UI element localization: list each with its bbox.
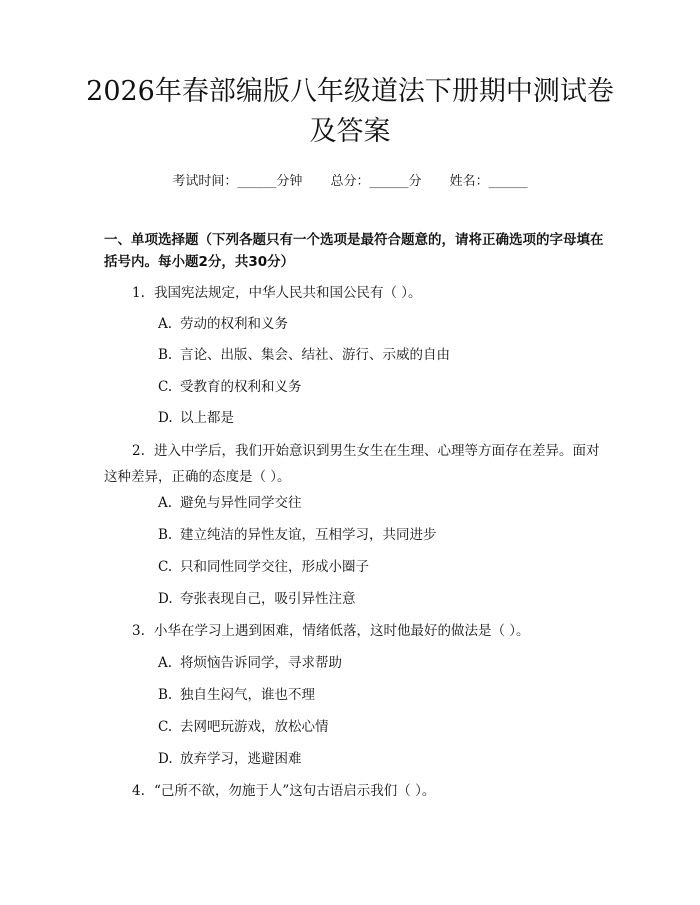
exam-meta [0,170,700,189]
document-title [0,72,700,152]
option-1c: C. 受教育的权利和义务 [158,379,302,395]
option-2a: A. 避免与异性同学交往 [158,495,302,511]
question-text: “己所不欲，勿施于人”这句古语启示我们（ ）。 [154,783,436,799]
question-number: 2. [132,443,145,459]
title-line-1: 2026年春部编版八年级道法下册期中测试卷 [86,76,614,107]
question-number: 3. [132,623,145,639]
question-1 [104,280,604,306]
option-2c: C. 只和同性同学交往，形成小圈子 [158,559,369,575]
question-4 [104,778,604,804]
option-3b: B. 独自生闷气，谁也不理 [158,687,315,703]
question-text: 我国宪法规定，中华人民共和国公民有（ ）。 [154,285,422,301]
option-3c: C. 去网吧玩游戏，放松心情 [158,719,329,735]
question-text: 进入中学后，我们开始意识到男生女生在生理、心理等方面存在差异。面对这种差异，正确的态度是（ ）。 [104,443,600,485]
option-2d: D. 夸张表现自己，吸引异性注意 [158,591,356,607]
option-1d: D. 以上都是 [158,410,234,426]
option-2b: B. 建立纯洁的异性友谊，互相学习，共同进步 [158,527,437,543]
option-1a: A. 劳动的权利和义务 [158,316,288,332]
exam-score: 总分：______分 [330,174,422,189]
title-line-2: 及答案 [309,116,391,147]
question-number: 1. [132,285,145,301]
option-3d: D. 放弃学习，逃避困难 [158,751,302,767]
option-3a: A. 将烦恼告诉同学，寻求帮助 [158,655,342,671]
section-heading: 一、单项选择题（下列各题只有一个选项是最符合题意的，请将正确选项的字母填在括号内。每小题2分，共30分） [104,232,604,270]
question-number: 4. [132,783,145,799]
question-3 [104,618,604,644]
option-1b: B. 言论、出版、集会、结社、游行、示威的自由 [158,347,450,363]
question-2 [104,438,604,490]
student-name: 姓名：______ [449,174,528,189]
exam-time: 考试时间：______分钟 [172,174,303,189]
question-text: 小华在学习上遇到困难，情绪低落，这时他最好的做法是（ ）。 [154,623,530,639]
